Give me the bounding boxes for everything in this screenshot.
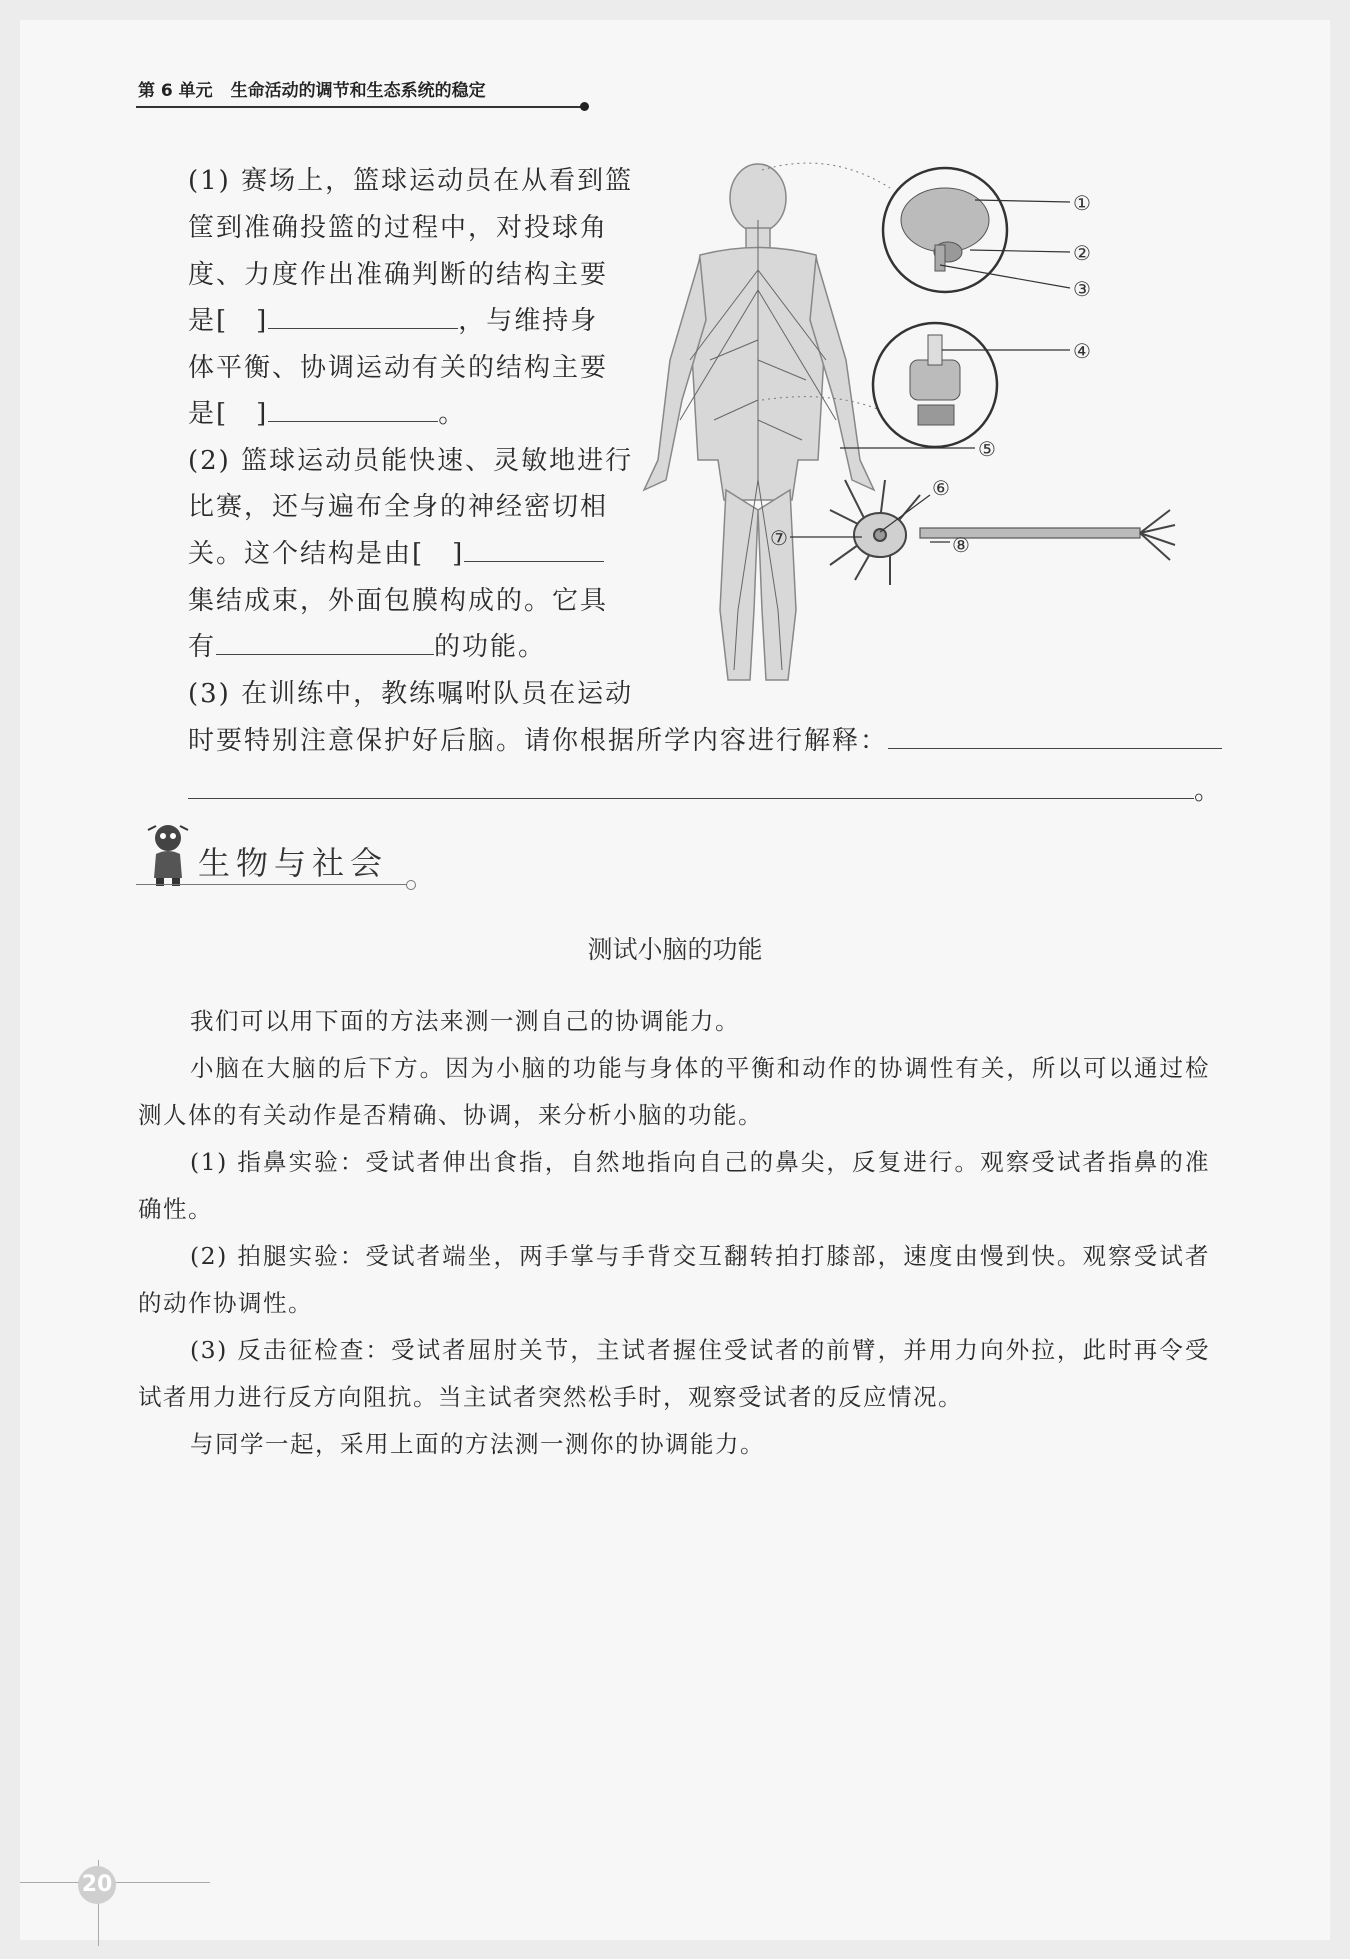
q1-line-end: ，与维持身 xyxy=(458,306,599,336)
label-7: ⑦ xyxy=(770,526,788,550)
q3-line xyxy=(188,720,1222,757)
answer-blank-1[interactable] xyxy=(268,306,458,329)
nervous-system-figure xyxy=(630,160,1210,700)
answer-blank-4[interactable] xyxy=(216,632,434,655)
label-1: ① xyxy=(1073,191,1091,215)
section-title: 生物与社会 xyxy=(198,844,389,882)
header-dot xyxy=(580,102,589,111)
q2-line xyxy=(188,626,546,663)
q2-line: 比赛，还与遍布全身的神经密切相 xyxy=(188,492,609,522)
q2-suffix: 的功能。 xyxy=(434,632,547,662)
q2-line: (2) 篮球运动员能快速、灵敏地进行 xyxy=(188,446,634,476)
q3-line: (3) 在训练中，教练嘱咐队员在运动 xyxy=(188,679,634,709)
page-number: 20 xyxy=(78,1866,116,1904)
article-title: 测试小脑的功能 xyxy=(587,935,763,964)
q2-prefix: 有 xyxy=(188,632,217,662)
unit-label: 第 6 单元 xyxy=(138,81,213,101)
section-dot xyxy=(406,880,416,890)
article-paragraph: (2) 拍腿实验：受试者端坐，两手掌与手背交互翻转拍打膝部，速度由慢到快。观察受试者的动作协调性。 xyxy=(138,1242,1210,1317)
label-8: ⑧ xyxy=(952,533,970,557)
label-2: ② xyxy=(1073,241,1091,265)
article-paragraph: 小脑在大脑的后下方。因为小脑的功能与身体的平衡和动作的协调性有关，所以可以通过检测人体的有关动作是否精确、协调，来分析小脑的功能。 xyxy=(138,1054,1210,1129)
label-5: ⑤ xyxy=(978,437,996,461)
article-paragraph: (3) 反击征检查：受试者屈肘关节，主试者握住受试者的前臂，并用力向外拉，此时再令受试者用力进行反方向阻抗。当主试者突然松手时，观察受试者的反应情况。 xyxy=(138,1336,1210,1411)
q1-bracket-1: 是[ ] xyxy=(188,306,269,336)
q1-bracket-2: 是[ ] xyxy=(188,399,269,429)
q1-line: 体平衡、协调运动有关的结构主要 xyxy=(188,353,609,383)
q1-line xyxy=(188,393,466,430)
q3-text: 时要特别注意保护好后脑。请你根据所学内容进行解释： xyxy=(188,726,889,756)
header-rule xyxy=(136,106,586,108)
article-paragraph: (1) 指鼻实验：受试者伸出食指，自然地指向自己的鼻尖，反复进行。观察受试者指鼻的准确性。 xyxy=(138,1148,1210,1223)
q1-line xyxy=(188,300,598,337)
neuron-illustration xyxy=(830,480,1175,585)
article-paragraph: 与同学一起，采用上面的方法测一测你的协调能力。 xyxy=(190,1430,765,1458)
article-paragraph: 我们可以用下面的方法来测一测自己的协调能力。 xyxy=(190,1007,740,1035)
label-3: ③ xyxy=(1073,277,1091,301)
q3-line xyxy=(188,770,1222,807)
q2-bracket: 关。这个结构是由[ ] xyxy=(188,539,465,569)
label-4: ④ xyxy=(1073,339,1091,363)
section-rule xyxy=(136,884,412,885)
q3-end: 。 xyxy=(1194,776,1223,806)
human-body-illustration xyxy=(644,164,874,680)
q2-line: 集结成束，外面包膜构成的。它具 xyxy=(188,586,609,616)
label-6: ⑥ xyxy=(932,476,950,500)
answer-blank-3[interactable] xyxy=(464,539,604,562)
answer-blank-2[interactable] xyxy=(268,399,438,422)
answer-blank-5[interactable] xyxy=(888,726,1222,749)
q1-line-end: 。 xyxy=(438,399,467,429)
article-body xyxy=(138,998,1210,1468)
answer-blank-6[interactable] xyxy=(188,776,1194,799)
unit-title: 生命活动的调节和生态系统的稳定 xyxy=(230,81,486,101)
q1-line: 筐到准确投篮的过程中，对投球角 xyxy=(188,213,609,243)
cartoon-icon xyxy=(142,820,194,890)
q1-line: (1) 赛场上，篮球运动员在从看到篮 xyxy=(188,166,634,196)
q1-line: 度、力度作出准确判断的结构主要 xyxy=(188,260,609,290)
chapter-header xyxy=(138,76,486,101)
q2-line xyxy=(188,533,604,570)
